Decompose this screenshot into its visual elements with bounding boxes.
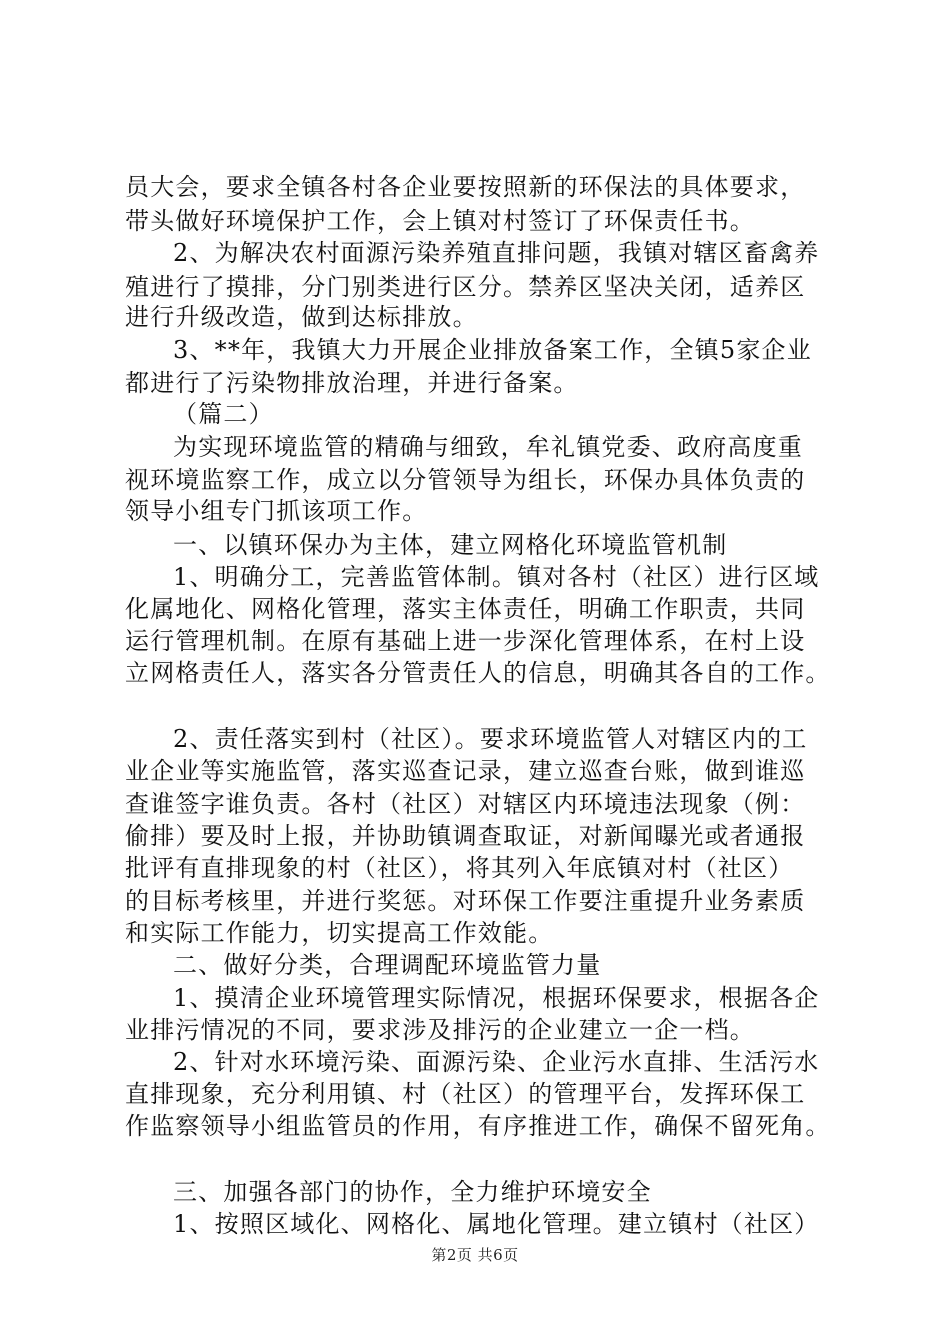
paragraph-line: 带头做好环境保护工作，会上镇对村签订了环保责任书。 <box>125 207 755 235</box>
section-heading: 二、做好分类，合理调配环境监管力量 <box>173 951 602 979</box>
paragraph-line: 批评有直排现象的村（社区），将其列入年底镇对村（社区） <box>125 854 794 882</box>
paragraph-line: 作监察领导小组监管员的作用，有序推进工作，确保不留死角。 <box>125 1112 831 1140</box>
paragraph-line: 直排现象，充分利用镇、村（社区）的管理平台，发挥环保工 <box>125 1080 806 1108</box>
paragraph-line: 化属地化、网格化管理，落实主体责任，明确工作职责，共同 <box>125 595 806 623</box>
section-heading: （篇二） <box>173 400 274 428</box>
paragraph-line: 员大会，要求全镇各村各企业要按照新的环保法的具体要求， <box>125 173 806 201</box>
paragraph-line: 偷排）要及时上报，并协助镇调查取证，对新闻曝光或者通报 <box>125 822 806 850</box>
paragraph-line: 立网格责任人，落实各分管责任人的信息，明确其各自的工作。 <box>125 659 831 687</box>
paragraph-line: 2、为解决农村面源污染养殖直排问题，我镇对辖区畜禽养 <box>173 239 820 267</box>
section-heading: 三、加强各部门的协作，全力维护环境安全 <box>173 1178 652 1206</box>
paragraph-line: 1、明确分工，完善监管体制。镇对各村（社区）进行区域 <box>173 563 820 591</box>
paragraph-line: 2、责任落实到村（社区）。要求环境监管人对辖区内的工 <box>173 725 808 753</box>
paragraph-line: 的目标考核里，并进行奖惩。对环保工作要注重提升业务素质 <box>125 887 806 915</box>
paragraph-line: 3、**年，我镇大力开展企业排放备案工作，全镇5家企业 <box>173 336 812 364</box>
paragraph-line: 为实现环境监管的精确与细致，牟礼镇党委、政府高度重 <box>173 433 803 461</box>
paragraph-line: 2、针对水环境污染、面源污染、企业污水直排、生活污水 <box>173 1048 820 1076</box>
page-number-footer: 第2页 共6页 <box>431 1246 519 1264</box>
paragraph-line: 查谁签字谁负责。各村（社区）对辖区内环境违法现象（例： <box>125 790 806 818</box>
paragraph-line: 视环境监察工作，成立以分管领导为组长，环保办具体负责的 <box>125 466 806 494</box>
paragraph-line: 业企业等实施监管，落实巡查记录，建立巡查台账，做到谁巡 <box>125 757 806 785</box>
paragraph-line: 运行管理机制。在原有基础上进一步深化管理体系，在村上设 <box>125 627 806 655</box>
paragraph-line: 1、摸清企业环境管理实际情况，根据环保要求，根据各企 <box>173 984 820 1012</box>
paragraph-line: 都进行了污染物排放治理，并进行备案。 <box>125 369 579 397</box>
paragraph-line: 业排污情况的不同，要求涉及排污的企业建立一企一档。 <box>125 1016 755 1044</box>
paragraph-line: 进行升级改造，做到达标排放。 <box>125 303 478 331</box>
paragraph-line: 领导小组专门抓该项工作。 <box>125 497 428 525</box>
paragraph-line: 殖进行了摸排，分门别类进行区分。禁养区坚决关闭，适养区 <box>125 273 806 301</box>
paragraph-line: 和实际工作能力，切实提高工作效能。 <box>125 919 554 947</box>
section-heading: 一、以镇环保办为主体，建立网格化环境监管机制 <box>173 531 728 559</box>
paragraph-line: 1、按照区域化、网格化、属地化管理。建立镇村（社区） <box>173 1210 820 1238</box>
